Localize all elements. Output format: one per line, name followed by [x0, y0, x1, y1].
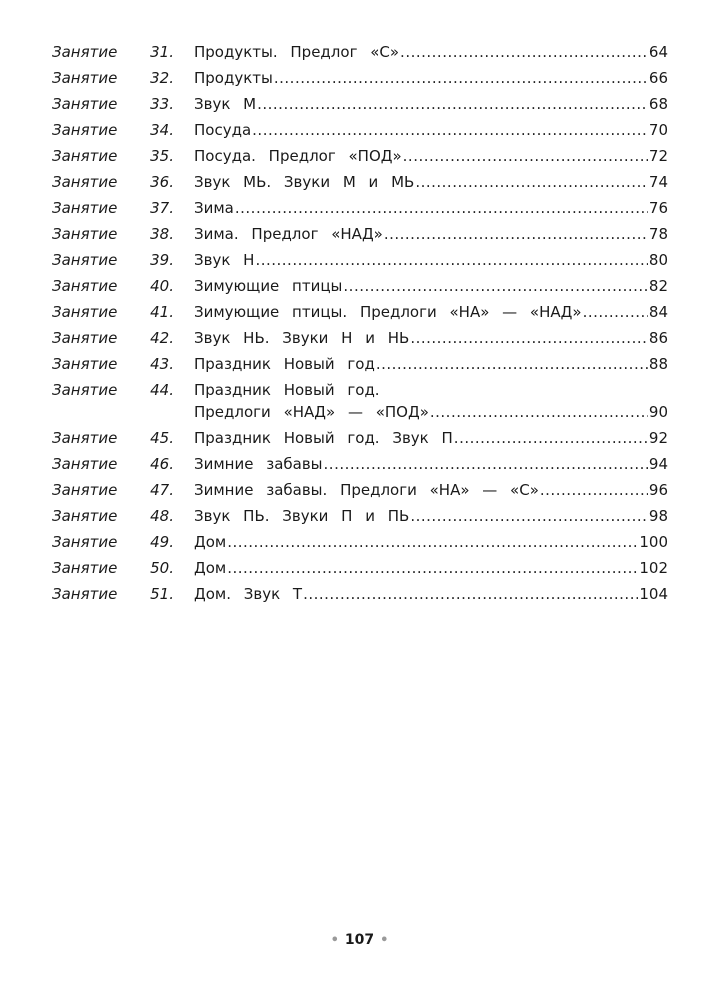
toc-leader-dots: [235, 197, 648, 219]
toc-entry-title: Зима. Предлог «НАД»: [194, 225, 383, 243]
toc-page-number: 90: [648, 403, 668, 421]
toc-lesson-number: 38.: [150, 225, 174, 243]
toc-entry: [52, 379, 668, 423]
toc-entry-body: [194, 379, 668, 423]
toc-lesson-number: 46.: [150, 455, 174, 473]
toc-lesson-label: Занятие: [52, 429, 118, 447]
toc-lesson-label: Занятие: [52, 199, 118, 217]
toc-leader-dots: [303, 583, 638, 605]
toc-leader-dots: [252, 119, 648, 141]
toc-lesson-label: Занятие: [52, 43, 118, 61]
toc-leader-dots: [454, 427, 648, 449]
toc-entry: [52, 249, 668, 271]
toc-entry-title: Продукты: [194, 69, 273, 87]
page-footer: [0, 932, 719, 948]
toc-entry-title: Дом: [194, 533, 227, 551]
toc-entry: [52, 119, 668, 141]
toc-lesson-number: 37.: [150, 199, 174, 217]
toc-leader-dots: [376, 353, 648, 375]
toc-leader-dots: [400, 41, 648, 63]
toc-entry-title: Предлоги «НАД» — «ПОД»: [194, 403, 429, 421]
toc-entry-body: [194, 583, 668, 605]
toc-entry: [52, 583, 668, 605]
toc-entry-body: [194, 275, 668, 297]
toc-entry-title: Звук ПЬ. Звуки П и ПЬ: [194, 507, 410, 525]
toc-page-number: 92: [648, 429, 668, 447]
toc-lesson-number: 41.: [150, 303, 174, 321]
toc-page-number: 86: [648, 329, 668, 347]
toc-entry-title: Зимние забавы. Предлоги «НА» — «С»: [194, 481, 539, 499]
toc-lesson-number: 49.: [150, 533, 174, 551]
toc-lesson-number: 43.: [150, 355, 174, 373]
toc-lesson-number: 32.: [150, 69, 174, 87]
toc-entry-title: Звук Н: [194, 251, 255, 269]
toc-entry: [52, 557, 668, 579]
toc-page-number: 76: [648, 199, 668, 217]
toc-leader-dots: [430, 401, 648, 423]
toc-entry: [52, 171, 668, 193]
table-of-contents: [52, 41, 668, 609]
toc-entry: [52, 275, 668, 297]
toc-entry-title: Зимующие птицы. Предлоги «НА» — «НАД»: [194, 303, 582, 321]
toc-lesson-label: Занятие: [52, 355, 118, 373]
toc-entry-body: [194, 119, 668, 141]
toc-lesson-number: 39.: [150, 251, 174, 269]
toc-lesson-label: Занятие: [52, 559, 118, 577]
toc-page-number: 88: [648, 355, 668, 373]
toc-page-number: 74: [648, 173, 668, 191]
page-number: 107: [344, 932, 375, 948]
toc-entry: [52, 505, 668, 527]
toc-entry-body: [194, 301, 668, 323]
toc-entry: [52, 197, 668, 219]
toc-entry-body: [194, 67, 668, 89]
toc-lesson-label: Занятие: [52, 121, 118, 139]
toc-leader-dots: [583, 301, 648, 323]
toc-page-number: 78: [648, 225, 668, 243]
toc-entry-title: Зимующие птицы: [194, 277, 343, 295]
toc-page-number: 80: [648, 251, 668, 269]
toc-page-number: 68: [648, 95, 668, 113]
toc-entry-title: Зимние забавы: [194, 455, 323, 473]
toc-entry: [52, 427, 668, 449]
toc-leader-dots: [227, 531, 638, 553]
toc-lesson-number: 33.: [150, 95, 174, 113]
toc-lesson-label: Занятие: [52, 277, 118, 295]
toc-entry-title: Звук МЬ. Звуки М и МЬ: [194, 173, 415, 191]
toc-lesson-number: 34.: [150, 121, 174, 139]
toc-entry-title: Звук НЬ. Звуки Н и НЬ: [194, 329, 410, 347]
toc-leader-dots: [274, 67, 648, 89]
toc-entry-body: [194, 171, 668, 193]
toc-lesson-label: Занятие: [52, 303, 118, 321]
toc-entry: [52, 145, 668, 167]
toc-leader-dots: [384, 223, 648, 245]
toc-entry: [52, 453, 668, 475]
toc-lesson-label: Занятие: [52, 173, 118, 191]
toc-lesson-number: 51.: [150, 585, 174, 603]
toc-lesson-number: 31.: [150, 43, 174, 61]
toc-lesson-label: Занятие: [52, 481, 118, 499]
toc-entry-title: Зима: [194, 199, 234, 217]
toc-leader-dots: [255, 249, 647, 271]
toc-leader-dots: [324, 453, 648, 475]
toc-page-number: 100: [639, 533, 668, 551]
footer-bullet-right: •: [380, 933, 389, 948]
toc-lesson-label: Занятие: [52, 585, 118, 603]
toc-lesson-label: Занятие: [52, 533, 118, 551]
toc-lesson-label: Занятие: [52, 95, 118, 113]
toc-entry-title: Посуда: [194, 121, 252, 139]
toc-lesson-label: Занятие: [52, 225, 118, 243]
toc-entry-body: [194, 223, 668, 245]
toc-lesson-label: Занятие: [52, 455, 118, 473]
toc-lesson-label: Занятие: [52, 507, 118, 525]
toc-entry: [52, 327, 668, 349]
toc-entry-body: [194, 327, 668, 349]
toc-lesson-label: Занятие: [52, 69, 118, 87]
toc-leader-dots: [257, 93, 648, 115]
toc-entry-title: Праздник Новый год. Звук П: [194, 429, 453, 447]
toc-page-number: 66: [648, 69, 668, 87]
toc-lesson-number: 45.: [150, 429, 174, 447]
toc-page-number: 70: [648, 121, 668, 139]
toc-lesson-number: 44.: [150, 381, 174, 399]
toc-page-number: 94: [648, 455, 668, 473]
toc-entry-body: [194, 93, 668, 115]
toc-entry-title: Посуда. Предлог «ПОД»: [194, 147, 402, 165]
toc-entry-body: [194, 353, 668, 375]
toc-entry: [52, 223, 668, 245]
toc-page-number: 72: [648, 147, 668, 165]
toc-lesson-number: 36.: [150, 173, 174, 191]
toc-entry-title: Дом: [194, 559, 227, 577]
toc-lesson-number: 47.: [150, 481, 174, 499]
toc-entry: [52, 353, 668, 375]
toc-entry-body: [194, 427, 668, 449]
toc-lesson-number: 50.: [150, 559, 174, 577]
toc-page-number: 102: [639, 559, 668, 577]
toc-leader-dots: [343, 275, 648, 297]
toc-entry-body: [194, 41, 668, 63]
toc-leader-dots: [410, 505, 648, 527]
toc-leader-dots: [410, 327, 648, 349]
toc-lesson-label: Занятие: [52, 329, 118, 347]
toc-entry-body: [194, 479, 668, 501]
toc-entry-title: Звук М: [194, 95, 257, 113]
toc-entry-body: [194, 531, 668, 553]
toc-entry-body: [194, 197, 668, 219]
toc-page-number: 104: [639, 585, 668, 603]
toc-entry-body: [194, 453, 668, 475]
toc-leader-dots: [227, 557, 638, 579]
toc-page-number: 82: [648, 277, 668, 295]
toc-entry-body: [194, 505, 668, 527]
toc-lesson-number: 48.: [150, 507, 174, 525]
footer-bullet-left: •: [330, 933, 339, 948]
toc-leader-dots: [540, 479, 648, 501]
toc-page-number: 64: [648, 43, 668, 61]
toc-lesson-label: Занятие: [52, 147, 118, 165]
toc-entry-title: Продукты. Предлог «С»: [194, 43, 400, 61]
toc-entry: [52, 479, 668, 501]
toc-lesson-number: 40.: [150, 277, 174, 295]
toc-leader-dots: [415, 171, 648, 193]
toc-page-number: 98: [648, 507, 668, 525]
toc-entry-title: Дом. Звук Т: [194, 585, 303, 603]
toc-entry: [52, 67, 668, 89]
toc-lesson-number: 35.: [150, 147, 174, 165]
toc-entry: [52, 41, 668, 63]
toc-lesson-number: 42.: [150, 329, 174, 347]
toc-entry-title: Праздник Новый год.: [194, 381, 380, 399]
toc-entry: [52, 93, 668, 115]
toc-entry: [52, 531, 668, 553]
toc-lesson-label: Занятие: [52, 381, 118, 399]
toc-lesson-label: Занятие: [52, 251, 118, 269]
toc-page-number: 84: [648, 303, 668, 321]
toc-entry-body: [194, 249, 668, 271]
toc-entry-title: Праздник Новый год: [194, 355, 375, 373]
toc-leader-dots: [403, 145, 648, 167]
toc-entry-body: [194, 145, 668, 167]
toc-entry: [52, 301, 668, 323]
toc-entry-body: [194, 557, 668, 579]
toc-page-number: 96: [648, 481, 668, 499]
